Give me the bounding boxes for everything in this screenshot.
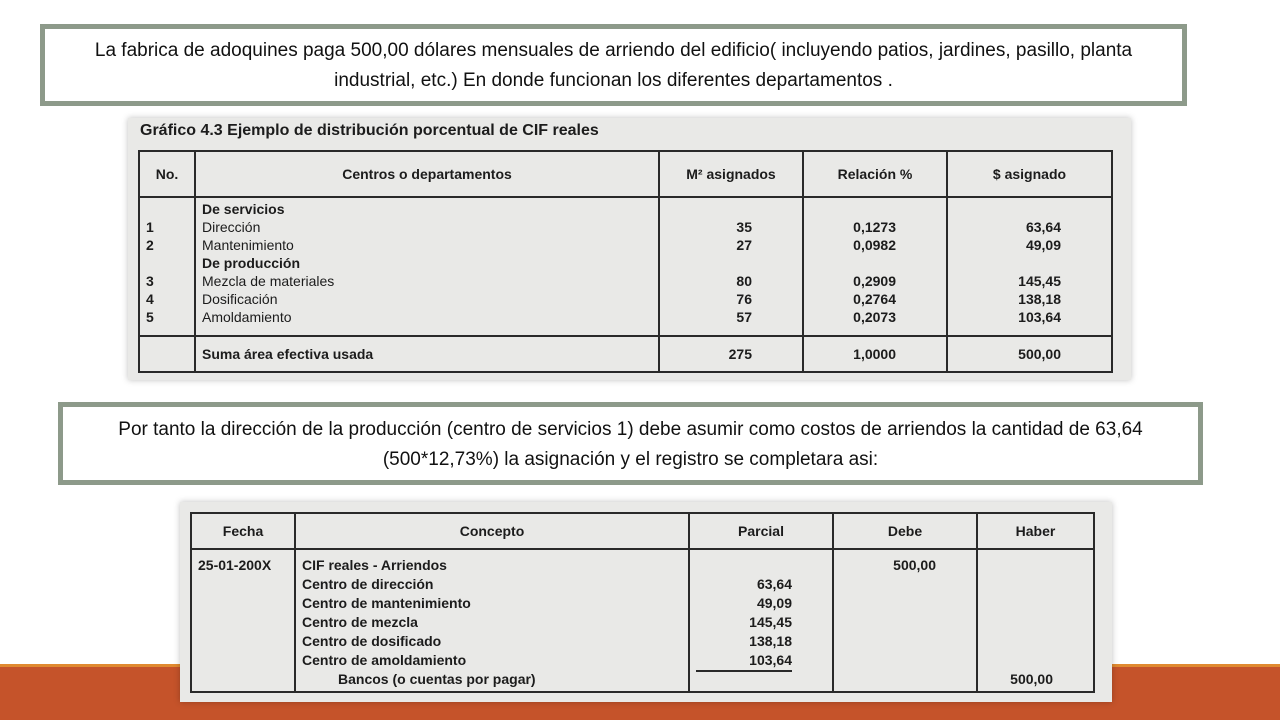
concepto-cell [295,549,689,692]
row-no: 1 [146,219,154,235]
row-no: 4 [146,291,154,307]
concept-line: Centro de dirección [302,576,434,592]
table1-title: Gráfico 4.3 Ejemplo de distribución porcentual de CIF reales [140,122,599,139]
dept-name: Mantenimiento [202,237,294,253]
col-header-no: No. [139,151,195,197]
col-header-asignado: $ asignado [947,151,1112,197]
cif-distribution-scan [128,118,1131,380]
credit-concept: Bancos (o cuentas por pagar) [338,671,536,687]
col-header-haber: Haber [977,513,1094,549]
total-row [139,336,1112,372]
amt-value: 138,18 [1018,291,1061,307]
dept-cell [195,197,659,336]
rel-value: 0,2073 [853,309,896,325]
col-header-fecha: Fecha [191,513,295,549]
col-header-concepto: Concepto [295,513,689,549]
concept-line: Centro de dosificado [302,633,442,649]
amt-cell [947,197,1112,336]
journal-entry-scan [180,502,1112,702]
parcial-value: 145,45 [749,614,792,630]
table-row [139,197,1112,336]
row-no: 3 [146,273,154,289]
total-label: Suma área efectiva usada [195,336,659,372]
group-services: De servicios [202,201,285,217]
main-concept: CIF reales - Arriendos [302,557,447,573]
parcial-value: 49,09 [756,595,792,611]
parcial-value: 63,64 [756,576,792,592]
no-cell [139,197,195,336]
haber-cell [977,549,1094,692]
total-amt: 500,00 [947,336,1112,372]
total-no [139,336,195,372]
fecha-cell [191,549,295,692]
rel-value: 0,0982 [853,237,896,253]
col-header-debe: Debe [833,513,977,549]
dept-name: Amoldamiento [202,309,292,325]
debe-cell [833,549,977,692]
m2-cell [659,197,803,336]
rel-cell [803,197,947,336]
parcial-value: 138,18 [749,633,792,649]
intro-text: La fabrica de adoquines paga 500,00 dólares mensuales de arriendo del edificio( incluyendo patios, jardines, pasillo, planta industrial, etc.) En donde funcionan los diferentes departamentos . [94,40,1133,91]
middle-text-box [58,402,1203,485]
amt-value: 63,64 [1025,219,1061,235]
intro-text-box [40,24,1187,106]
dept-name: Dirección [202,219,261,235]
concept-line: Centro de amoldamiento [302,652,467,668]
amt-value: 49,09 [1025,237,1061,253]
dept-name: Dosificación [202,291,278,307]
row-no: 2 [146,237,154,253]
row-no: 5 [146,309,154,325]
total-rel: 1,0000 [803,336,947,372]
parcial-cell [689,549,833,692]
col-header-parcial: Parcial [689,513,833,549]
table-row [191,549,1094,692]
m2-value: 80 [736,273,752,289]
parcial-value: 103,64 [696,651,792,672]
col-header-m2: M² asignados [659,151,803,197]
cif-distribution-table [138,150,1113,373]
dept-name: Mezcla de materiales [202,273,335,289]
entry-date: 25-01-200X [198,557,272,573]
col-header-relacion: Relación % [803,151,947,197]
group-production: De producción [202,255,301,271]
journal-entry-table [190,512,1095,693]
amt-value: 145,45 [1018,273,1061,289]
rel-value: 0,2764 [853,291,896,307]
m2-value: 57 [736,309,752,325]
haber-value: 500,00 [1010,671,1053,687]
rel-value: 0,1273 [853,219,896,235]
col-header-centros: Centros o departamentos [195,151,659,197]
m2-value: 76 [736,291,752,307]
middle-text: Por tanto la dirección de la producción (centro de servicios 1) debe asumir como costos de arriendos la cantidad de 63,64 (500*12,73%) la asignación y el registro se completara asi: [118,419,1143,470]
total-m2: 275 [659,336,803,372]
concept-line: Centro de mantenimiento [302,595,471,611]
m2-value: 35 [736,219,752,235]
rel-value: 0,2909 [853,273,896,289]
concept-line: Centro de mezcla [302,614,418,630]
debe-value: 500,00 [893,557,936,573]
m2-value: 27 [736,237,752,253]
amt-value: 103,64 [1018,309,1061,325]
